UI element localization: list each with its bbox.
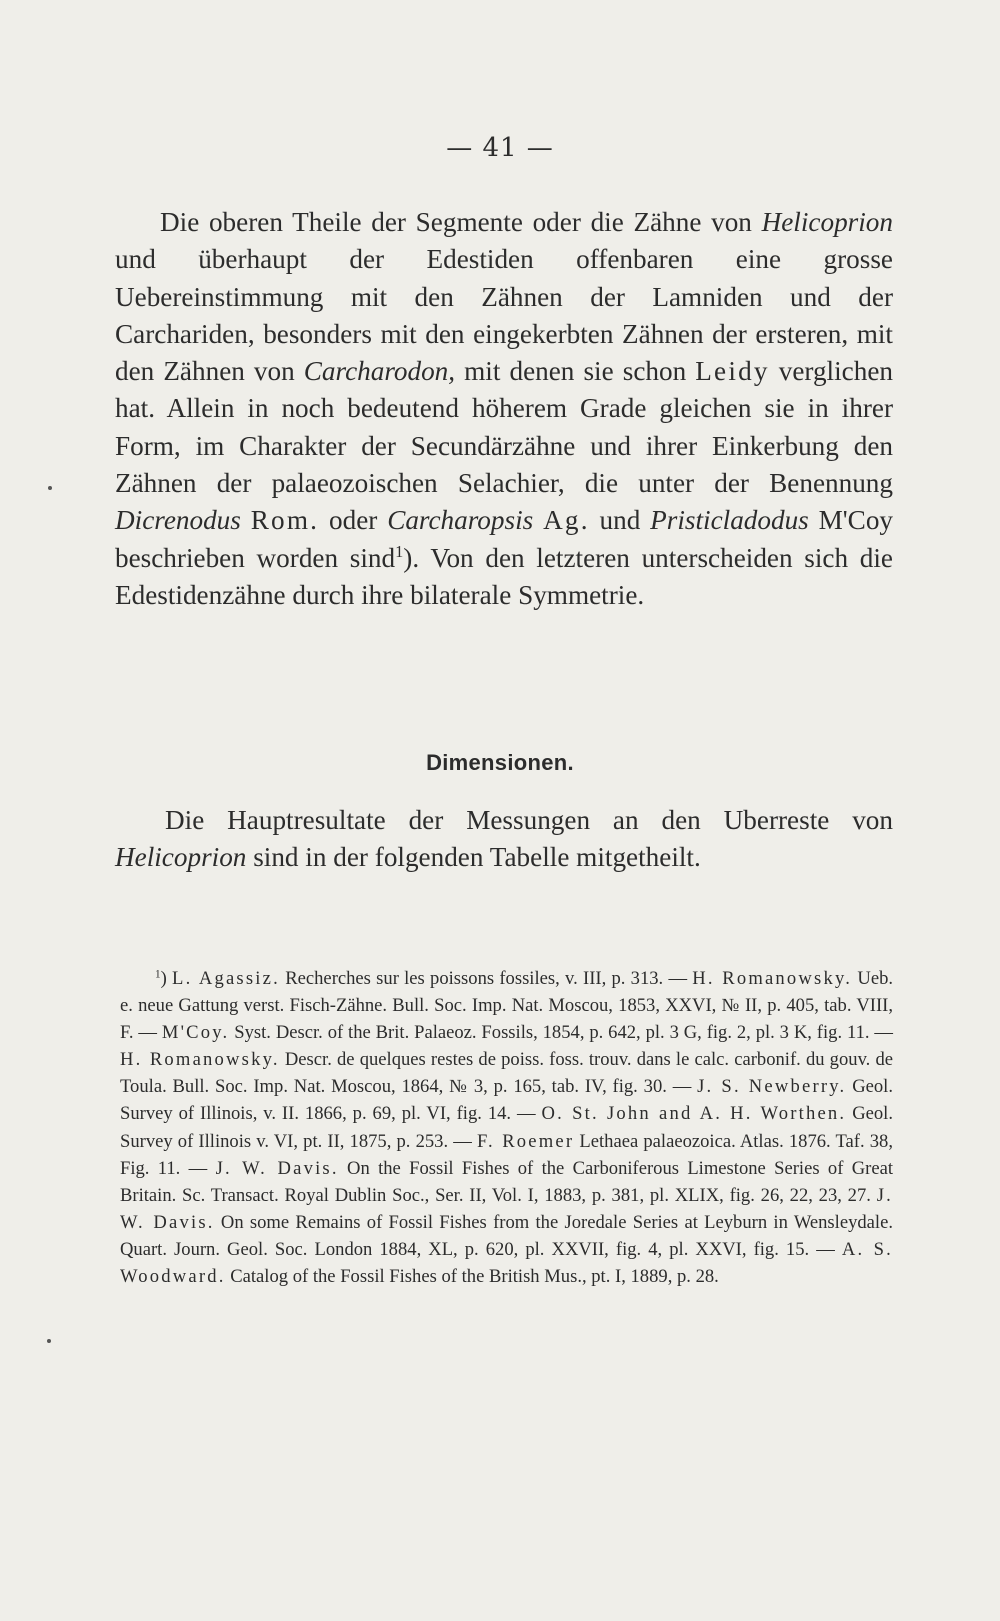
text-run: mit denen sie schon <box>455 356 696 387</box>
text-run: M'Coy beschrieben worden sind <box>115 505 894 573</box>
paragraph-dimensions <box>115 802 893 877</box>
text-run: und überhaupt der Edestiden offenbaren eine grosse Uebereinstimmung mit den Zähnen der Lamniden und der Carchariden, besonders mit den eingekerbten Zähnen der ersteren, mit den Zähnen von <box>115 244 893 387</box>
text-run: Ueb. e. neue Gattung verst. Fisch-Zähne. Bull. Soc. Imp. Nat. Moscou, 1853, XXVI, № II, p. 405, tab. VIII, F. — <box>120 968 894 1044</box>
taxon-name: Helicoprion <box>761 207 893 237</box>
taxon-name: Helicoprion <box>115 842 247 873</box>
text-run: Geol. Survey of Illinois v. VI, pt. II, 1875, p. 253. — <box>120 1103 893 1152</box>
page-number: — 41 — <box>446 133 554 163</box>
author-name: H. Romanowsky. <box>120 1049 280 1071</box>
section-heading: Dimensionen. <box>426 750 574 775</box>
taxon-name: Pristicladodus <box>650 505 809 536</box>
text-run: On the Fossil Fishes of the Carboniferous Limestone Series of Great Britain. Sc. Transact. Royal Dublin Soc., Ser. II, Vol. I, 1883, p. 381, pl. XLIX, fig. 26, 22, 23, 27. <box>120 1157 894 1206</box>
author-name: M'Coy. <box>161 1022 230 1044</box>
author-name: J. W. Davis. <box>215 1157 339 1179</box>
text-run: Die Hauptresultate der Messungen an den Uberreste von <box>165 805 893 835</box>
text-run: Geol. Survey of Illinois, v. II. 1866, p. 69, pl. VI, fig. 14. — <box>120 1076 893 1125</box>
author-name: Ag. <box>543 505 590 536</box>
author-name: F. Roemer <box>476 1130 575 1152</box>
text-run: ). Von den letzteren unterscheiden sich die Edestidenzähne durch ihre bilaterale Symmetrie. <box>115 542 893 610</box>
text-run: Recherches sur les poissons fossiles, v. III, p. 313. — <box>279 968 693 989</box>
text-run: Descr. de quelques restes de poiss. foss. trouv. dans le calc. carbonif. du gouv. de Toula. Bull. Soc. Imp. Nat. Moscou, 1864, № 3, p. 165, tab. IV, fig. 30. — <box>120 1049 894 1098</box>
footnote-reference: 1 <box>395 541 404 561</box>
author-name: J. W. Davis. <box>120 1184 893 1233</box>
text-run <box>241 505 251 535</box>
taxon-name: Carcharopsis <box>387 505 534 536</box>
text-run: On some Remains of Fossil Fishes from the Joredale Series at Leyburn in Wensleydale. Quart. Journ. Geol. Soc. London 1884, XL, p. 620, pl. XXVII, fig. 4, pl. XXVI, fig. 15. — <box>120 1211 893 1260</box>
text-run: oder <box>319 505 388 536</box>
text-run: verglichen hat. Allein in noch bedeutend höherem Grade gleichen sie in ihrer Form, im Charakter der Secundärzähne und ihrer Einkerbung den Zähnen der palaeozoischen Selachier, die unter der Benennung <box>115 356 893 499</box>
text-run: Syst. Descr. of the Brit. Palaeoz. Fossils, 1854, p. 642, pl. 3 G, fig. 2, pl. 3 K, fig. 11. — <box>229 1022 894 1044</box>
text-run <box>533 505 543 535</box>
author-name: O. St. John and A. H. Worthen. <box>541 1103 847 1125</box>
margin-dot <box>48 486 52 490</box>
footnote-marker: 1 <box>155 968 161 981</box>
author-name: J. S. Newberry. <box>697 1076 847 1098</box>
text-run: ) <box>160 968 173 989</box>
text-run: Catalog of the Fossil Fishes of the British Mus., pt. I, 1889, p. 28. <box>225 1266 719 1288</box>
text-run: Lethaea palaeozoica. Atlas. 1876. Taf. 38, Fig. 11. — <box>120 1130 894 1179</box>
author-name: H. Romanowsky. <box>692 968 853 989</box>
author-name: L. Agassiz. <box>172 968 280 989</box>
taxon-name: Carcharodon, <box>303 356 456 387</box>
footnote <box>120 965 893 1290</box>
author-name: Leidy <box>695 356 770 387</box>
text-run: Die oberen Theile der Segmente oder die Zähne von <box>160 207 762 237</box>
taxon-name: Dicrenodus <box>115 505 241 536</box>
paragraph-edestiden-teeth <box>115 204 893 614</box>
text-run: sind in der folgenden Tabelle mitgetheilt. <box>246 842 701 873</box>
text-run: und <box>589 505 651 536</box>
author-name: A. S. Woodward. <box>120 1238 893 1288</box>
author-name: Rom. <box>250 505 320 536</box>
margin-dot <box>47 1339 51 1343</box>
